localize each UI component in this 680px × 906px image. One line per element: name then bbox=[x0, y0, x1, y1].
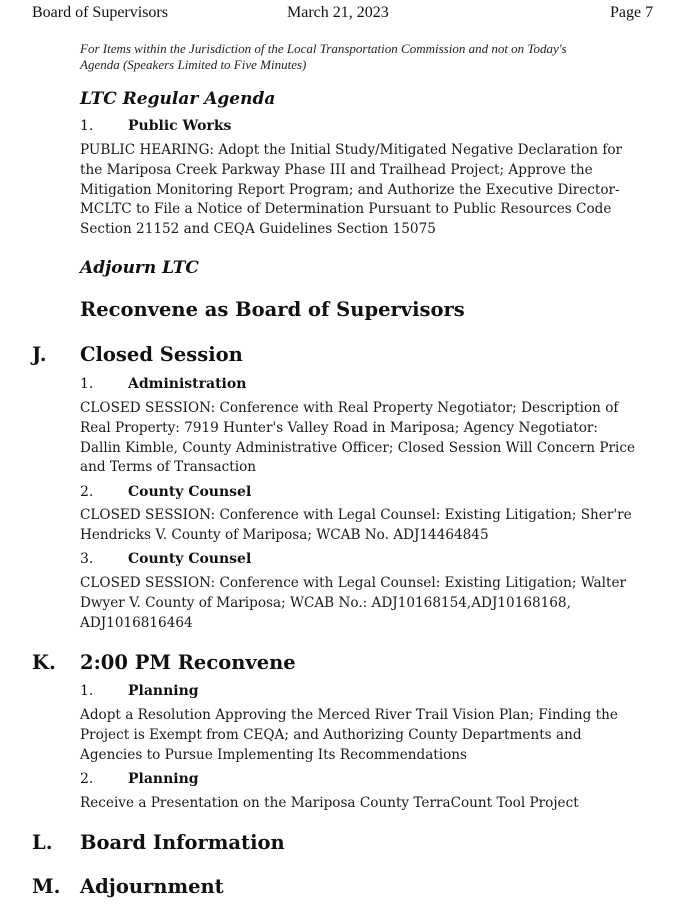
item-number: 1. bbox=[80, 118, 94, 134]
item-number: 2. bbox=[80, 484, 94, 500]
item-category: Planning bbox=[128, 771, 199, 787]
item-description bbox=[80, 506, 664, 546]
description-line: the Mariposa Creek Parkway Phase III and Trailhead Project; Approve the bbox=[80, 161, 593, 178]
section-letter: K. bbox=[32, 651, 56, 674]
description-line: Real Property: 7919 Hunter's Valley Road in Mariposa; Agency Negotiator: bbox=[80, 419, 599, 436]
description-line: ADJ1016816464 bbox=[80, 614, 193, 631]
section-title: Adjournment bbox=[80, 875, 224, 898]
public-comment-note bbox=[80, 41, 660, 73]
item-category: Public Works bbox=[128, 118, 232, 134]
item-description bbox=[80, 399, 664, 478]
description-line: Project is Exempt from CEQA; and Authorizing County Departments and bbox=[80, 726, 582, 743]
header-page-number: Page 7 bbox=[610, 4, 654, 21]
description-line: Agencies to Pursue Implementing Its Recommendations bbox=[80, 746, 468, 763]
description-line: CLOSED SESSION: Conference with Legal Counsel: Existing Litigation; Walter bbox=[80, 575, 626, 591]
item-description bbox=[80, 706, 664, 765]
description-line: Hendricks V. County of Mariposa; WCAB No. ADJ14464845 bbox=[80, 526, 489, 543]
section-title: Closed Session bbox=[80, 343, 243, 366]
item-description bbox=[80, 141, 664, 240]
adjourn-ltc-heading: Adjourn LTC bbox=[80, 258, 199, 278]
item-category: Planning bbox=[128, 683, 199, 699]
reconvene-board-heading: Reconvene as Board of Supervisors bbox=[80, 298, 465, 321]
note-line: Agenda (Speakers Limited to Five Minutes) bbox=[80, 57, 307, 72]
item-category: County Counsel bbox=[128, 551, 252, 567]
ltc-regular-agenda-heading: LTC Regular Agenda bbox=[80, 89, 276, 109]
description-line: and Terms of Transaction bbox=[80, 459, 257, 476]
item-description bbox=[80, 574, 664, 633]
description-line: Dallin Kimble, County Administrative Officer; Closed Session Will Concern Price bbox=[80, 439, 635, 456]
header-board-name: Board of Supervisors bbox=[32, 4, 168, 21]
section-letter: M. bbox=[32, 875, 61, 898]
item-description bbox=[80, 794, 664, 814]
description-line: Adopt a Resolution Approving the Merced River Trail Vision Plan; Finding the bbox=[80, 707, 618, 723]
note-line: For Items within the Jurisdiction of the Local Transportation Commission and not on Today's bbox=[80, 41, 567, 56]
header-date: March 21, 2023 bbox=[287, 4, 389, 21]
description-line: CLOSED SESSION: Conference with Real Property Negotiator; Description of bbox=[80, 400, 619, 416]
item-number: 3. bbox=[80, 551, 94, 567]
section-title: 2:00 PM Reconvene bbox=[80, 651, 296, 674]
item-number: 2. bbox=[80, 771, 94, 787]
description-line: PUBLIC HEARING: Adopt the Initial Study/Mitigated Negative Declaration for bbox=[80, 142, 623, 158]
description-line: Mitigation Monitoring Report Program; and Authorize the Executive Director- bbox=[80, 181, 620, 198]
section-letter: L. bbox=[32, 831, 53, 854]
item-category: County Counsel bbox=[128, 484, 252, 500]
section-title: Board Information bbox=[80, 831, 285, 854]
description-line: Section 21152 and CEQA Guidelines Section 15075 bbox=[80, 221, 436, 237]
section-letter: J. bbox=[32, 343, 47, 366]
item-category: Administration bbox=[128, 376, 247, 392]
description-line: CLOSED SESSION: Conference with Legal Counsel: Existing Litigation; Sher're bbox=[80, 507, 632, 523]
description-line: Receive a Presentation on the Mariposa County TerraCount Tool Project bbox=[80, 795, 579, 811]
item-number: 1. bbox=[80, 376, 94, 392]
description-line: Dwyer V. County of Mariposa; WCAB No.: ADJ10168154,ADJ10168168, bbox=[80, 594, 571, 611]
description-line: MCLTC to File a Notice of Determination Pursuant to Public Resources Code bbox=[80, 201, 612, 218]
item-number: 1. bbox=[80, 683, 94, 699]
